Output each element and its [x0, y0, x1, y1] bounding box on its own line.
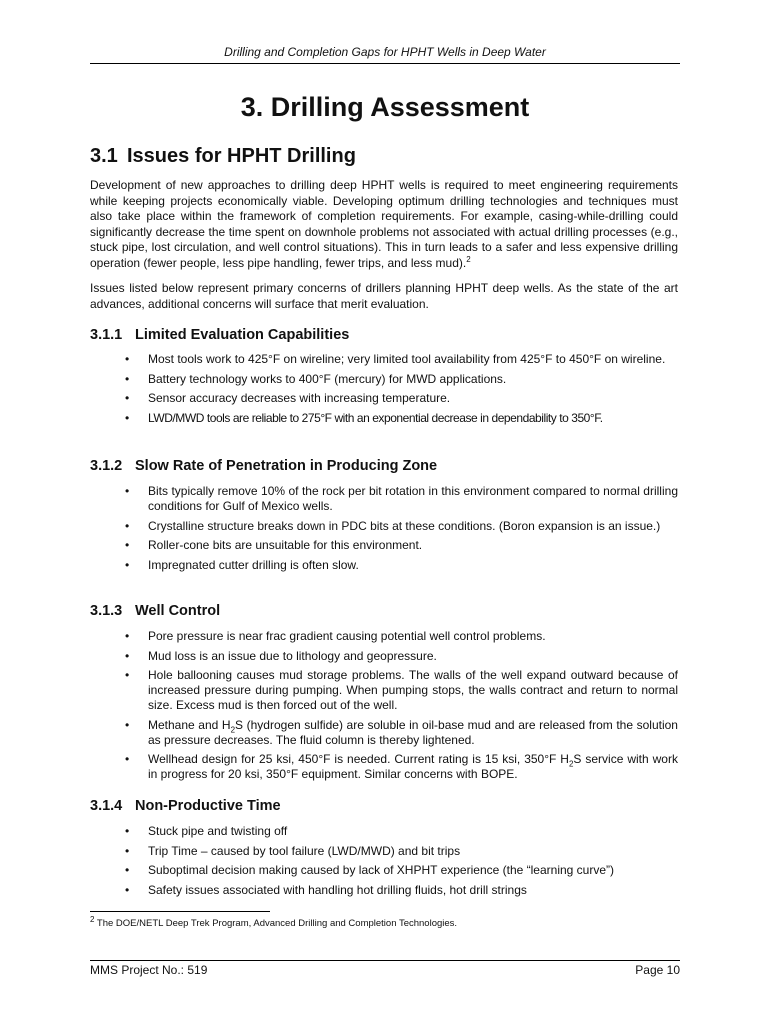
- section-title: Issues for HPHT Drilling: [127, 145, 356, 167]
- subsection-title: Well Control: [135, 603, 221, 619]
- bullet-icon: •: [125, 391, 130, 405]
- page-footer: [90, 963, 680, 977]
- list-item: • Bits typically remove 10% of the rock per bit rotation in this environment compared to normal drilling conditions for Gulf of Mexico wells.: [125, 484, 678, 513]
- list-item: • Mud loss is an issue due to lithology and geopressure.: [125, 648, 437, 663]
- list-item: • Pore pressure is near frac gradient causing potential well control problems.: [125, 629, 546, 643]
- list-item: • LWD/MWD tools are reliable to 275°F with an exponential decrease in dependability to 350°F.: [125, 410, 603, 425]
- footnote-reference: 2: [466, 254, 471, 264]
- bullet-icon: •: [125, 863, 130, 877]
- bullet-icon: •: [125, 648, 130, 663]
- bullet-icon: •: [125, 557, 130, 572]
- bullet-icon: •: [125, 410, 130, 425]
- bullet-icon: •: [125, 668, 130, 682]
- header-rule: [90, 63, 680, 64]
- list-item: • Most tools work to 425°F on wireline; very limited tool availability from 425°F to 450°F on wireline.: [125, 352, 666, 366]
- list-item: • Stuck pipe and twisting off: [125, 824, 288, 838]
- bullet-icon: •: [125, 518, 130, 533]
- footer-project-number: MMS Project No.: 519: [90, 963, 208, 977]
- subsection-heading-limited-evaluation: [90, 327, 349, 343]
- limited-evaluation-list: [0, 352, 678, 430]
- list-item: • Hole ballooning causes mud storage problems. The walls of the well expand outward because of increased pressure during pumping. When pumping stops, the walls contract and return to normal size. Excess mud is then forced out of the well.: [125, 668, 678, 712]
- bullet-icon: •: [125, 352, 130, 366]
- subsection-title: Limited Evaluation Capabilities: [135, 327, 350, 343]
- list-item: • Impregnated cutter drilling is often slow.: [125, 557, 359, 572]
- list-item: • Battery technology works to 400°F (mercury) for MWD applications.: [125, 371, 507, 386]
- bullet-icon: •: [125, 484, 130, 498]
- bullet-icon: •: [125, 752, 130, 766]
- list-item: • Wellhead design for 25 ksi, 450°F is needed. Current rating is 15 ksi, 350°F $H_2S$ service with work in progress for 20 ksi, 350°F equipment. Similar concerns with BOPE.: [125, 752, 678, 781]
- footer-page-number: Page 10: [635, 963, 680, 977]
- list-item: • Crystalline structure breaks down in PDC bits at these conditions. (Boron expansion is an issue.): [125, 518, 661, 533]
- subsection-number: 3.1.4: [90, 798, 123, 814]
- subsection-number: 3.1.1: [90, 327, 123, 343]
- list-item: • Safety issues associated with handling hot drilling fluids, hot drill strings: [125, 882, 527, 897]
- list-item: • Sensor accuracy decreases with increasing temperature.: [125, 391, 451, 405]
- slow-rop-list: [0, 484, 678, 577]
- bullet-icon: •: [125, 824, 130, 838]
- subsection-title: Slow Rate of Penetration in Producing Zone: [135, 458, 438, 474]
- intro-paragraph: [90, 178, 678, 272]
- intro-paragraph-text: Development of new approaches to drilling deep HPHT wells is required to meet engineering requirements while keeping projects economically viable. Developing optimum drilling technologies and techniques must also take place within the framework of completion requirements. For example, casing-while-drilling could significantly decrease the time spent on downhole problems not associated with actual drilling processes (e.g., stuck pipe, lost circulation, and well control situations). This in turn leads to a safer and less expensive drilling operation (fewer people, less pipe handling, fewer trips, and less mud).: [90, 178, 678, 270]
- bullet-icon: •: [125, 371, 130, 386]
- footnote-rule: [90, 911, 270, 912]
- list-item: • Trip Time – caused by tool failure (LWD/MWD) and bit trips: [125, 843, 461, 858]
- subsection-heading-slow-rop: [90, 458, 437, 474]
- non-productive-time-list: [0, 824, 678, 902]
- bullet-icon: •: [125, 717, 130, 732]
- bullet-icon: •: [125, 629, 130, 643]
- subsection-title: Non-Productive Time: [135, 798, 281, 814]
- bullet-icon: •: [125, 538, 130, 552]
- bullet-icon: •: [125, 882, 130, 897]
- subsection-number: 3.1.3: [90, 603, 123, 619]
- footnote: [90, 914, 458, 929]
- running-header: Drilling and Completion Gaps for HPHT Wells in Deep Water: [224, 45, 546, 59]
- footnote-mark: 2: [90, 914, 95, 924]
- list-item: • Roller-cone bits are unsuitable for this environment.: [125, 538, 423, 552]
- footnote-text: The DOE/NETL Deep Trek Program, Advanced Drilling and Completion Technologies.: [94, 918, 458, 929]
- subsection-heading-well-control: [90, 603, 220, 619]
- section-heading: [90, 145, 356, 168]
- list-item: • Methane and $H_2S$ (hydrogen sulfide) are soluble in oil-base mud and are released from the solution as pressure decreases. The fluid column is thereby lightened.: [125, 717, 678, 747]
- subsection-number: 3.1.2: [90, 458, 123, 474]
- section-number: 3.1: [90, 145, 118, 167]
- subsection-heading-non-productive-time: [90, 798, 281, 814]
- footer-rule: [90, 960, 680, 961]
- issues-paragraph: Issues listed below represent primary concerns of drillers planning HPHT deep wells. As the state of the art advances, additional concerns will surface that merit evaluation.: [90, 281, 678, 311]
- chapter-title: 3. Drilling Assessment: [240, 92, 530, 122]
- list-item: • Suboptimal decision making caused by lack of XHPHT experience (the “learning curve”): [125, 863, 615, 877]
- bullet-icon: •: [125, 843, 130, 858]
- well-control-list: [0, 629, 678, 787]
